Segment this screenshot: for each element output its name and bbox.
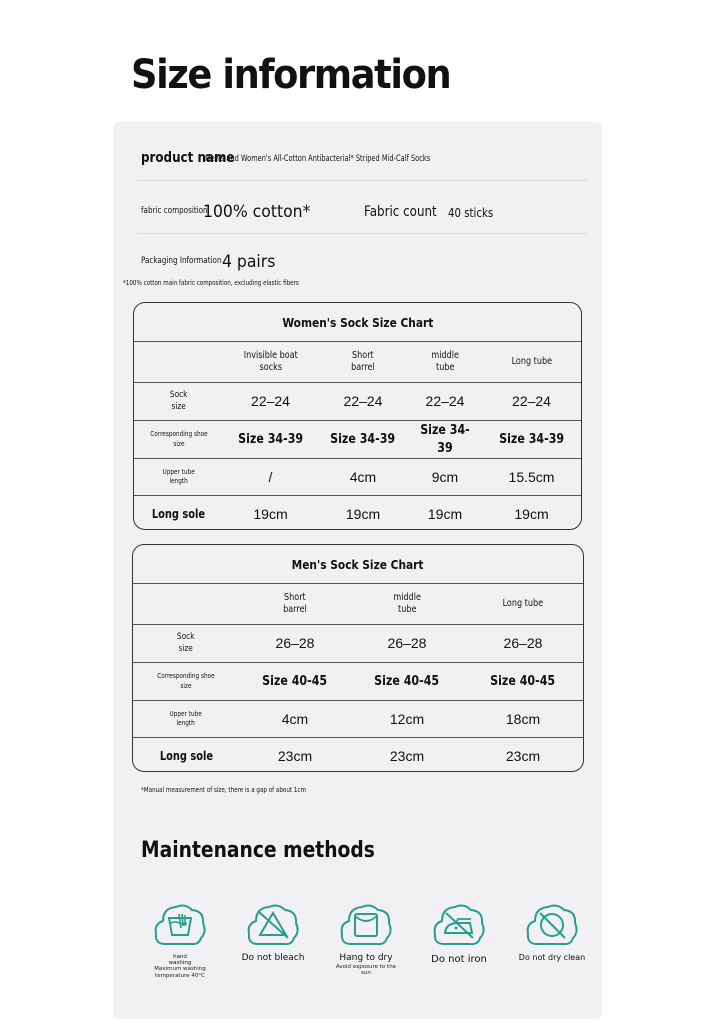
hand-wash-icon — [153, 902, 207, 948]
table-cell: 23cm — [505, 748, 541, 765]
care-item-no-bleach — [233, 902, 313, 964]
table-row — [133, 625, 583, 663]
table-cell: 15.5cm — [508, 468, 555, 485]
table-cell: 22–24 — [512, 393, 551, 410]
row-label: Sock size — [169, 389, 188, 412]
fabric-count-label: Fabric count — [364, 204, 437, 220]
table-cell: 4cm — [281, 710, 309, 727]
header-blank — [134, 342, 223, 382]
col-header: Short barrel — [283, 591, 307, 615]
col-header: Long tube — [502, 597, 544, 609]
table-row — [133, 663, 583, 701]
col-header: Long tube — [511, 355, 552, 367]
page-title: Size information — [131, 52, 451, 98]
measurement-note: *Manual measurement of size, there is a gap of about 1cm — [141, 786, 306, 794]
product-name-value: Men's and Women's All-Cotton Antibacterial* Striped Mid-Calf Socks — [205, 154, 431, 164]
table-cell: 19cm — [514, 506, 549, 523]
no-dry-clean-icon — [525, 902, 579, 948]
table-cell: Size 34-39 — [420, 421, 470, 456]
row-label: Long sole — [159, 748, 213, 763]
table-cell: 4cm — [349, 468, 377, 485]
care-item-no-iron — [419, 902, 499, 965]
divider — [137, 233, 587, 234]
women-chart-title: Women's Sock Size Chart — [134, 303, 581, 342]
table-cell: 19cm — [427, 506, 463, 523]
table-cell: 18cm — [505, 710, 541, 727]
col-header: middle tube — [393, 591, 421, 615]
table-cell: 19cm — [345, 506, 381, 523]
table-cell: / — [268, 468, 273, 485]
table-row — [134, 496, 581, 530]
table-cell: Size 40-45 — [490, 672, 556, 689]
care-item-hang-dry — [326, 902, 406, 977]
table-cell: 26–28 — [387, 635, 427, 652]
table-cell: 26–28 — [275, 635, 315, 652]
table-cell: Size 34-39 — [238, 430, 303, 447]
row-label: Long sole — [151, 506, 206, 521]
table-cell: Size 34-39 — [499, 430, 564, 447]
table-row — [134, 459, 581, 496]
col-header: Short barrel — [351, 349, 375, 373]
packaging-label: Packaging Information — [141, 256, 222, 266]
table-row — [134, 421, 581, 459]
table-cell: 12cm — [389, 710, 425, 727]
women-size-chart — [133, 302, 582, 530]
care-sub: Avoid exposure to the sun — [335, 963, 397, 977]
table-cell: 26–28 — [503, 635, 543, 652]
men-header-row — [133, 584, 583, 625]
col-header: Invisible boat socks — [243, 349, 298, 373]
table-cell: 23cm — [389, 748, 425, 765]
care-label: hand washing — [168, 954, 192, 967]
table-row — [134, 383, 581, 421]
row-label: Corresponding shoe size — [157, 672, 215, 690]
men-size-chart — [132, 544, 584, 772]
maintenance-title: Maintenance methods — [141, 838, 375, 863]
divider — [137, 180, 587, 181]
col-header: middle tube — [431, 349, 459, 373]
fabric-count-value: 40 sticks — [448, 206, 494, 220]
fabric-composition-label: fabric composition — [141, 206, 208, 216]
table-cell: Size 40-45 — [374, 672, 440, 689]
table-row — [133, 738, 583, 772]
care-item-no-dry-clean — [512, 902, 592, 963]
row-label: Upper tube length — [162, 467, 195, 485]
women-header-row — [134, 342, 581, 383]
hang-dry-icon — [339, 902, 393, 948]
care-sub: Maximum washing temperature 40°C — [154, 966, 206, 979]
header-blank — [133, 584, 239, 624]
table-cell: Size 34-39 — [330, 430, 396, 447]
fabric-composition-value: 100% cotton* — [203, 202, 311, 222]
table-cell: 22–24 — [251, 393, 290, 410]
care-label: Do not bleach — [241, 953, 305, 963]
care-label: Do not iron — [431, 954, 487, 965]
fabric-note: *100% cotton main fabric composition, excluding elastic fibers — [123, 279, 299, 287]
row-label: Sock size — [177, 631, 195, 654]
row-label: Corresponding shoe size — [149, 430, 208, 448]
care-label: Do not dry clean — [518, 953, 586, 962]
no-bleach-icon — [246, 902, 300, 948]
packaging-value: 4 pairs — [222, 252, 276, 272]
table-cell: Size 40-45 — [262, 672, 328, 689]
men-chart-title: Men's Sock Size Chart — [133, 545, 583, 584]
table-cell: 22–24 — [425, 393, 465, 410]
table-cell: 22–24 — [343, 393, 383, 410]
size-info-panel — [113, 122, 602, 1019]
care-label: Hang to dry — [339, 953, 393, 963]
table-cell: 9cm — [431, 468, 459, 485]
product-name-label: product name — [141, 150, 235, 166]
no-iron-icon — [432, 902, 486, 948]
table-cell: 19cm — [253, 506, 288, 523]
care-item-hand-wash — [140, 902, 220, 979]
table-row — [133, 701, 583, 738]
row-label: Upper tube length — [169, 709, 203, 727]
table-cell: 23cm — [277, 748, 313, 765]
